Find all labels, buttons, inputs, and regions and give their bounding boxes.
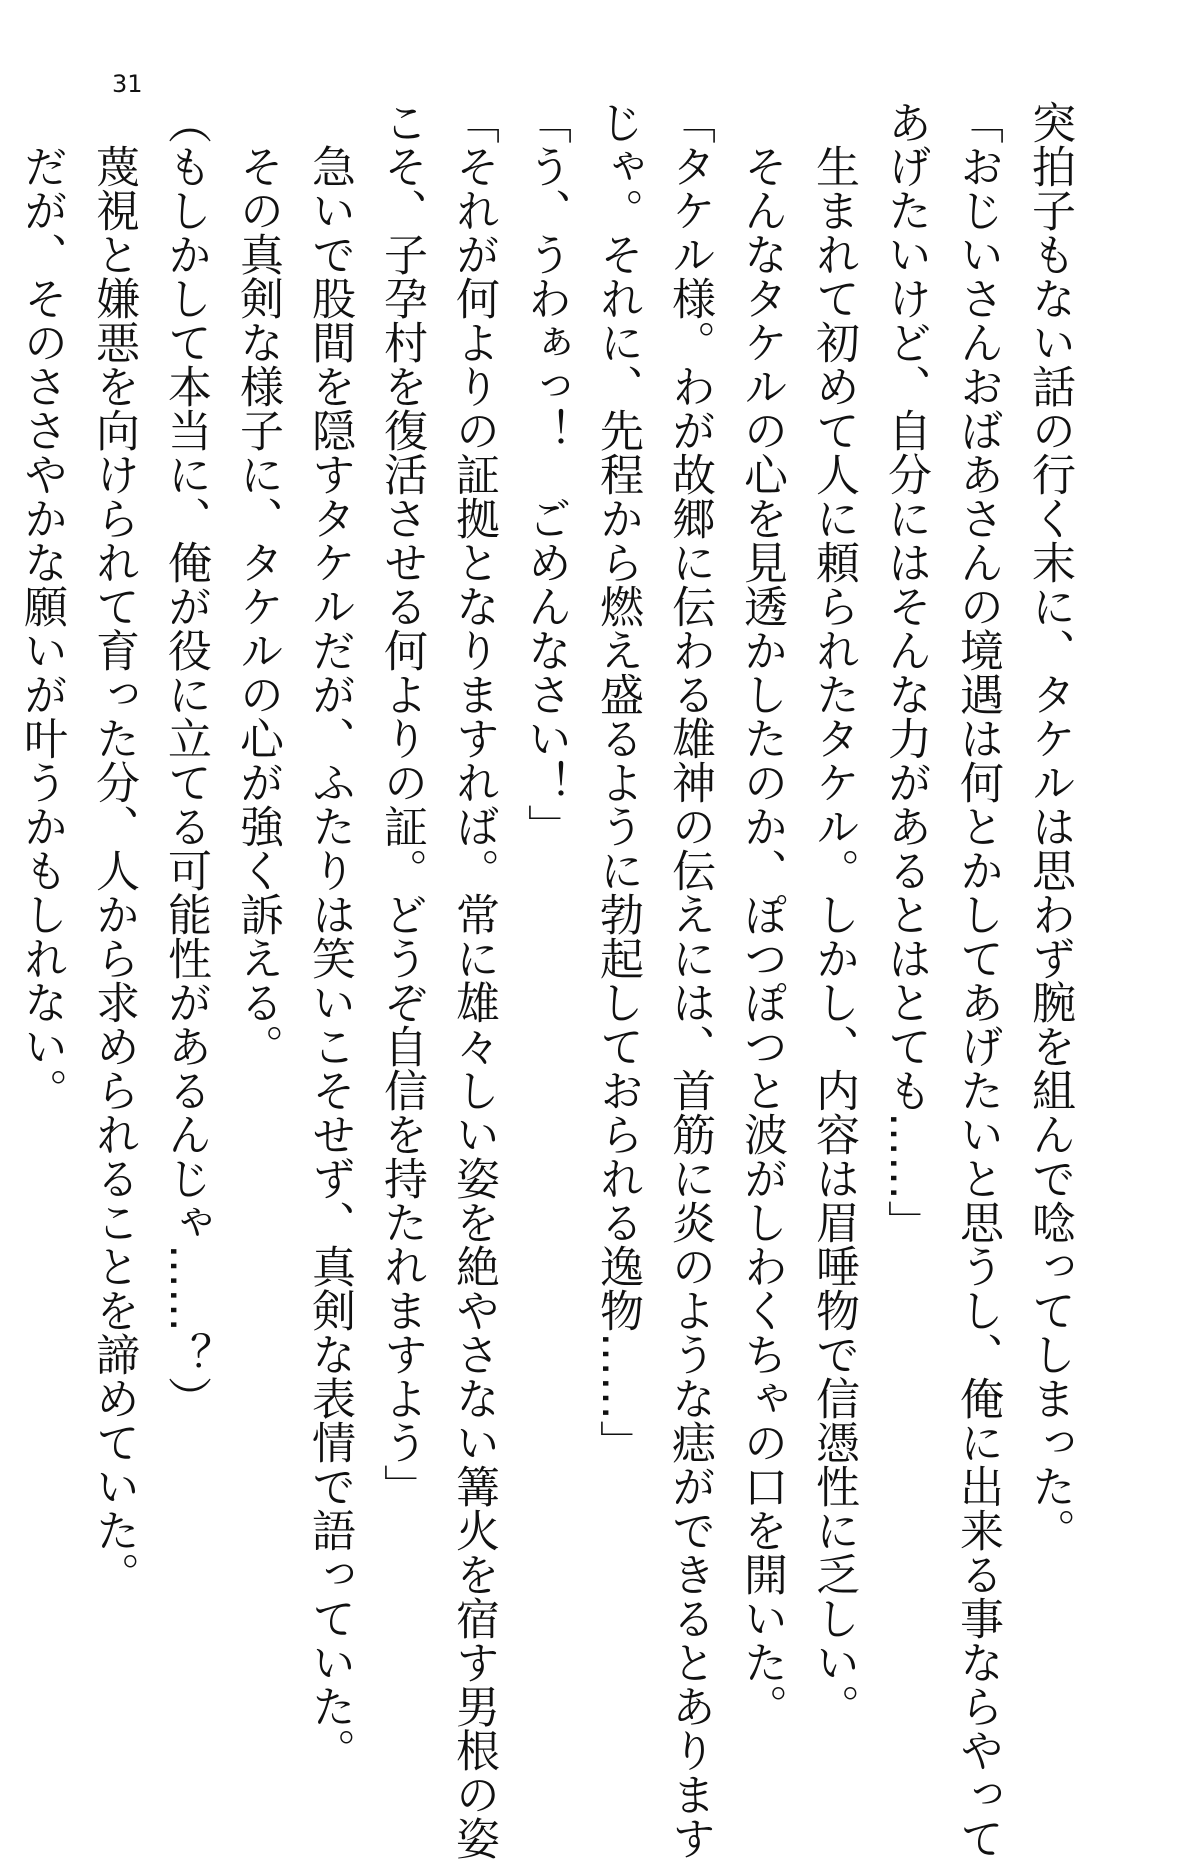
text-line — [0, 100, 5, 1480]
text-line: 「おじいさんおばあさんの境遇は何とかしてあげたいと思うし、俺に出来る事ならやって — [952, 100, 1003, 1860]
text-line: 「う、うわぁっ！ ごめんなさい！」 — [520, 100, 571, 848]
text-line: （もしかして本当に、俺が役に立てる可能性があるんじゃ……？） — [160, 100, 211, 1420]
text-line: そんなタケルの心を見透かしたのか、ぽつぽつと波がしわくちゃの口を開いた。 — [736, 100, 787, 1728]
text-line: 生まれて初めて人に頼られたタケル。しかし、内容は眉唾物で信憑性に乏しい。 — [808, 100, 859, 1728]
text-line: 蔑視と嫌悪を向けられて育った分、人から求められることを諦めていた。 — [88, 100, 139, 1596]
text-line: 急いで股間を隠すタケルだが、ふたりは笑いこそせず、真剣な表情で語っていた。 — [304, 100, 355, 1772]
page-number: 31 — [112, 70, 143, 98]
text-line: あげたいけど、自分にはそんな力があるとはとても……」 — [880, 100, 931, 1244]
vertical-text-block — [0, 100, 1085, 1860]
text-line: 突拍子もない話の行く末に、タケルは思わず腕を組んで唸ってしまった。 — [1024, 100, 1075, 1552]
text-line: 「それが何よりの証拠となりますれば。常に雄々しい姿を絶やさない篝火を宿す男根の姿 — [448, 100, 499, 1860]
text-line: こそ、子孕村を復活させる何よりの証。どうぞ自信を持たれますよう」 — [376, 100, 427, 1508]
text-line: その真剣な様子に、タケルの心が強く訴える。 — [232, 100, 283, 1068]
text-line: じゃ。それに、先程から燃え盛るように勃起しておられる逸物……」 — [592, 100, 643, 1464]
text-line: 「タケル様。わが故郷に伝わる雄神の伝えには、首筋に炎のような痣ができるとあります — [664, 100, 715, 1860]
text-line: だが、そのささやかな願いが叶うかもしれない。 — [16, 100, 67, 1112]
